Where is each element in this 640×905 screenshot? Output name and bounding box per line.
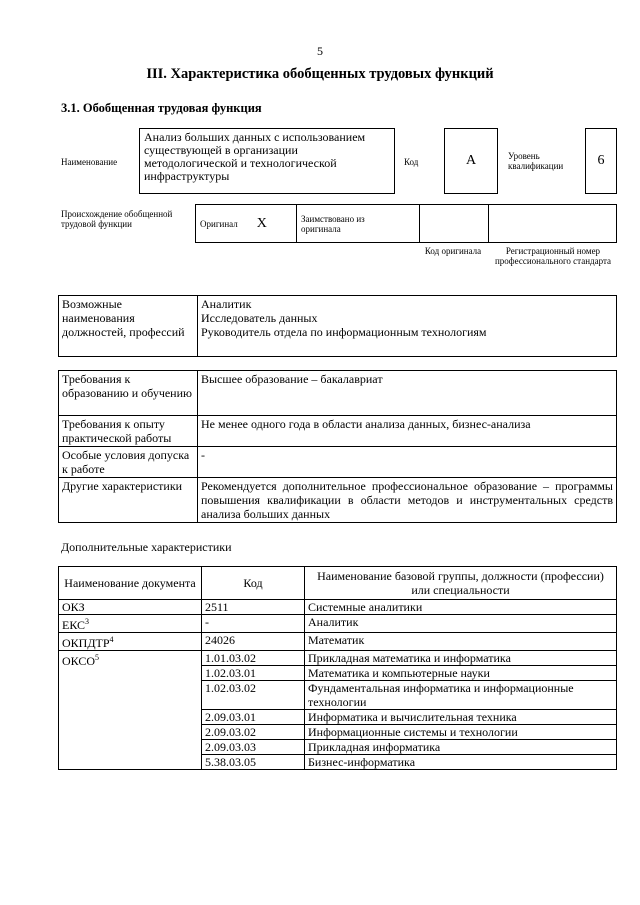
table-row	[59, 633, 617, 651]
original-label: Оригинал	[200, 219, 238, 229]
function-name-box	[139, 128, 395, 194]
document-name: ОКЗ	[62, 600, 85, 614]
table-row	[59, 416, 617, 447]
origin-code-cell	[420, 205, 489, 243]
code-label: Код	[404, 157, 419, 167]
origin-table	[195, 204, 617, 243]
position-item: Руководитель отдела по информационным технологиям	[201, 325, 487, 339]
name-cell: Аналитик	[305, 615, 617, 633]
table-row	[59, 651, 617, 666]
positions-label: Возможные наименования должностей, профессий	[59, 296, 198, 357]
function-code-value: А	[465, 153, 477, 168]
origin-original-cell	[196, 205, 297, 243]
caption-reg-number: Регистрационный номер профессионального стандарта	[494, 246, 612, 266]
table-row	[59, 371, 617, 416]
requirement-label: Особые условия допуска к работе	[59, 447, 198, 478]
requirement-value: Рекомендуется дополнительное профессиональное образование – программы повышения квалификации в области методов и инструментальных средств анализа больших данных	[198, 478, 617, 523]
function-code-box	[444, 128, 498, 194]
function-name-value: Анализ больших данных с использованием существующей в организации методологической и технологической инфраструктуры	[144, 130, 366, 183]
code-cell: 2.09.03.03	[202, 740, 305, 755]
header-document: Наименование документа	[59, 567, 202, 600]
document-name: ОКСО	[62, 654, 96, 668]
caption-code-original: Код оригинала	[424, 246, 482, 256]
document-cell	[59, 633, 202, 651]
original-mark: X	[256, 216, 267, 231]
table-row	[59, 447, 617, 478]
code-cell: 1.02.03.02	[202, 681, 305, 710]
header-name: Наименование базовой группы, должности (профессии) или специальности	[305, 567, 617, 600]
name-cell: Информационные системы и технологии	[305, 725, 617, 740]
table-row	[59, 600, 617, 615]
table-header-row	[59, 567, 617, 600]
requirement-value: Высшее образование – бакалавриат	[198, 371, 617, 416]
name-cell: Информатика и вычислительная техника	[305, 710, 617, 725]
code-cell: 2.09.03.02	[202, 725, 305, 740]
origin-label: Происхождение обобщенной трудовой функции	[61, 209, 173, 229]
document-cell	[59, 615, 202, 633]
document-name: ЕКС	[62, 618, 86, 632]
name-cell: Математик	[305, 633, 617, 651]
code-cell: 2.09.03.01	[202, 710, 305, 725]
requirement-value: -	[198, 447, 617, 478]
additional-table-body	[59, 600, 617, 770]
section-title: 3.1. Обобщенная трудовая функция	[61, 101, 262, 115]
document-name: ОКПДТР	[62, 636, 110, 650]
level-box	[585, 128, 617, 194]
code-cell: 24026	[202, 633, 305, 651]
code-cell: 2511	[202, 600, 305, 615]
name-cell: Бизнес-информатика	[305, 755, 617, 770]
code-cell: 5.38.03.05	[202, 755, 305, 770]
requirement-label: Требования к опыту практической работы	[59, 416, 198, 447]
name-label: Наименование	[61, 157, 118, 167]
position-item: Исследователь данных	[201, 311, 318, 325]
code-cell: 1.02.03.01	[202, 666, 305, 681]
name-cell: Прикладная информатика	[305, 740, 617, 755]
positions-values	[198, 296, 617, 357]
code-cell: 1.01.03.02	[202, 651, 305, 666]
footnote-mark: 5	[95, 653, 100, 662]
code-cell: -	[202, 615, 305, 633]
page-number: 5	[317, 44, 323, 58]
name-cell: Прикладная математика и информатика	[305, 651, 617, 666]
additional-caption: Дополнительные характеристики	[61, 540, 232, 554]
table-row	[59, 478, 617, 523]
level-label: Уровень квалификации	[508, 151, 564, 171]
page-title: III. Характеристика обобщенных трудовых функций	[146, 66, 494, 82]
document-cell	[59, 600, 202, 615]
requirement-label: Требования к образованию и обучению	[59, 371, 198, 416]
name-cell: Системные аналитики	[305, 600, 617, 615]
requirements-table	[58, 370, 617, 523]
footnote-mark: 4	[109, 635, 114, 644]
requirement-value: Не менее одного года в области анализа данных, бизнес-анализа	[198, 416, 617, 447]
requirement-label: Другие характеристики	[59, 478, 198, 523]
additional-table	[58, 566, 617, 770]
borrowed-label: Заимствовано из оригинала	[301, 213, 365, 234]
table-row	[59, 615, 617, 633]
name-cell: Математика и компьютерные науки	[305, 666, 617, 681]
origin-reg-cell	[489, 205, 617, 243]
name-cell: Фундаментальная информатика и информационные технологии	[305, 681, 617, 710]
footnote-mark: 3	[85, 617, 90, 626]
header-code: Код	[202, 567, 305, 600]
origin-borrowed-cell	[297, 205, 420, 243]
position-item: Аналитик	[201, 297, 252, 311]
document-cell	[59, 651, 202, 770]
level-value: 6	[597, 153, 605, 168]
positions-table	[58, 295, 617, 357]
